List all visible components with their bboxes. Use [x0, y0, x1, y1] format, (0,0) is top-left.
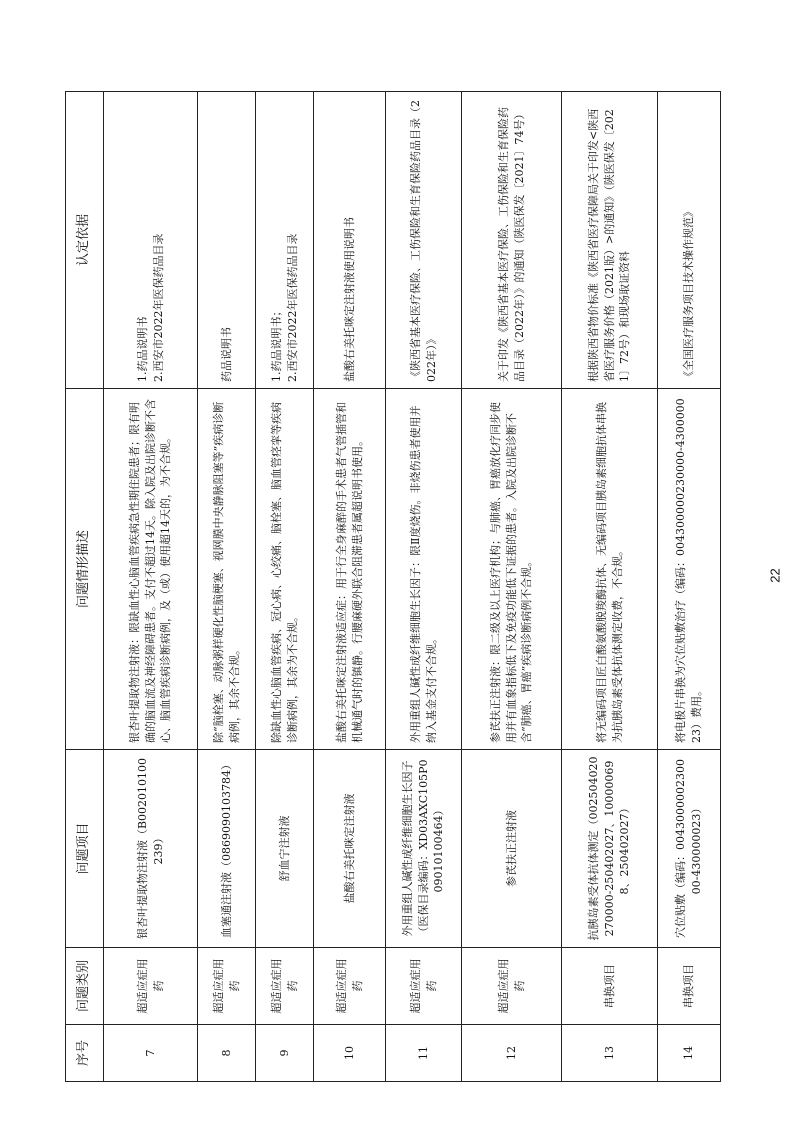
row-no: 7 [104, 1025, 198, 1082]
row-desc: 除“脑栓塞、动脉粥样硬化性脑梗塞、视网膜中央静脉阻塞等”疾病诊断病例，其余不合规。 [198, 389, 256, 750]
row-no: 8 [198, 1025, 256, 1082]
row-category: 超适应症用药 [462, 948, 562, 1025]
row-basis: 1.药品说明书； 2.西安市2022年医保药品目录 [256, 92, 314, 389]
issue-table [65, 91, 721, 1082]
header-desc: 问题情形描述 [66, 389, 104, 750]
table-row [462, 92, 562, 1082]
row-no: 14 [658, 1025, 721, 1082]
row-basis: 《全国医疗服务项目技术操作规范》 [658, 92, 721, 389]
row-desc: 参芪扶正注射液：限二级及以上医疗机构；与肺癌、胃癌放化疗同步使用并有血象指标低下及免疫功能低下证据的患者。入院及出院诊断不含“肺癌、胃癌”疾病诊断病例不合规。 [462, 389, 562, 750]
row-item: 抗胰岛素受体抗体测定（002504020270000-250402027、100000698、250402027） [562, 750, 658, 948]
row-desc: 外用重组人碱性成纤维细胞生长因子：限Ⅱ度烧伤。非烧伤患者使用并纳入基金支付不合规。 [386, 389, 462, 750]
row-no: 11 [386, 1025, 462, 1082]
row-category: 串换项目 [562, 948, 658, 1025]
table-header-row [66, 92, 104, 1082]
row-basis: 1.药品说明书 2.西安市2022年医保药品目录 [104, 92, 198, 389]
row-category: 超适应症用药 [198, 948, 256, 1025]
page-number: 22 [767, 568, 783, 583]
row-basis: 根据陕西省物价标准《陕西省医疗保障局关于印发<陕西省医疗服务价格（2021版）>的通知》（陕医保发〔2021〕72号）和现场取证资料 [562, 92, 658, 389]
table-row [314, 92, 386, 1082]
table-row [658, 92, 721, 1082]
row-item: 穴位贴敷（编码：004300000230000-430000023） [658, 750, 721, 948]
row-item: 舒血宁注射液 [256, 750, 314, 948]
header-item: 问题项目 [66, 750, 104, 948]
row-desc: 将无编码项目匠白酸氨酸脱羧酶抗体、无编码项目胰岛素细胞抗体串换为抗胰岛素受体抗体测定收费，不合规。 [562, 389, 658, 750]
row-no: 13 [562, 1025, 658, 1082]
table-row [386, 92, 462, 1082]
row-category: 超适应症用药 [256, 948, 314, 1025]
row-category: 超适应症用药 [314, 948, 386, 1025]
rotated-table-wrapper [65, 92, 720, 1082]
row-item: 银杏叶提取物注射液（B00201010023​9） [104, 750, 198, 948]
row-basis: 盐酸右美托咪定注射液使用说明书 [314, 92, 386, 389]
header-basis: 认定依据 [66, 92, 104, 389]
row-category: 超适应症用药 [386, 948, 462, 1025]
row-item: 盐酸右美托咪定注射液 [314, 750, 386, 948]
row-basis: 关于印发《陕西省基本医疗保险、工伤保险和生育保险药品目录（2022年）》的通知（陕医保发〔2021〕74号） [462, 92, 562, 389]
row-no: 9 [256, 1025, 314, 1082]
table-row [562, 92, 658, 1082]
table-row [256, 92, 314, 1082]
row-category: 超适应症用药 [104, 948, 198, 1025]
row-desc: 银杏叶提取物注射液：限缺血性心脑血管疾病急性期住院患者；限有明确的脑血流及神经障碍患者。支付不超过14天。除入院及出院诊断不含心、脑血管疾病诊断病例，及（或）使用超14天的，为不合规。 [104, 389, 198, 750]
header-no: 序号 [66, 1025, 104, 1082]
table-row [198, 92, 256, 1082]
row-category: 串换项目 [658, 948, 721, 1025]
row-no: 10 [314, 1025, 386, 1082]
row-no: 12 [462, 1025, 562, 1082]
header-category: 问题类别 [66, 948, 104, 1025]
row-item: 血塞通注射液（08690901037​84） [198, 750, 256, 948]
row-desc: 将电极片串换为穴位贴敷治疗（编码：004300000230000-430000023）费用。 [658, 389, 721, 750]
row-basis: 药品说明书 [198, 92, 256, 389]
row-item: 外用重组人碱性成纤维细胞生长因子（医保目录编码：XD03AXC105P009010100464） [386, 750, 462, 948]
row-basis: 《陕西省基本医疗保险、工伤保险和生育保险药品目录（2022年）》 [386, 92, 462, 389]
row-desc: 盐酸右美托咪定注射液适应症：用于行全身麻醉的手术患者气管插管和机械通气时的镇静。行腰麻硬外联合阻滞患者属超说明书使用。 [314, 389, 386, 750]
table-row [104, 92, 198, 1082]
row-desc: 除缺血性心脑血管疾病、冠心病、心绞痛、脑栓塞、脑血管痉挛等疾病诊断病例，其余为不合规。 [256, 389, 314, 750]
row-item: 参芪扶正注射液 [462, 750, 562, 948]
